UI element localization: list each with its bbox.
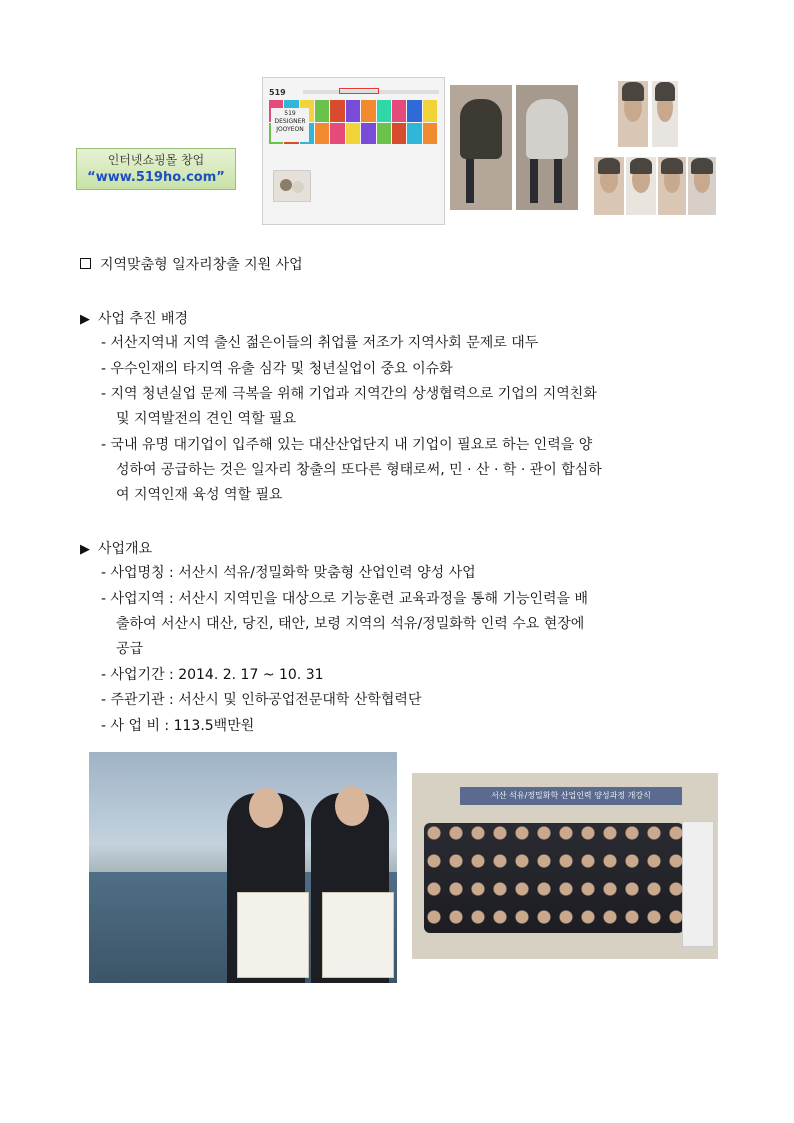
background-item-cont: 및 지역발전의 견인 역할 필요: [116, 411, 297, 427]
air-conditioner: [682, 821, 714, 947]
website-screenshot: [262, 77, 445, 225]
group-photo: [412, 773, 718, 959]
overview-item: - 주관기관 : 서산시 및 인하공업전문대학 산학협력단: [101, 692, 422, 708]
background-item-cont: 성하여 공급하는 것은 일자리 창출의 또다른 형태로써, 민 · 산 · 학 · 관이 합심하: [116, 462, 602, 478]
model-photo: [658, 157, 686, 215]
triangle-bullet-icon: ▶: [80, 542, 90, 557]
model-photo: [688, 157, 716, 215]
group-people: [424, 823, 684, 933]
shop-badge-title: 인터넷쇼핑몰 창업: [107, 153, 205, 167]
mou-signing-photo: [89, 752, 397, 983]
hat-photo-silver: [516, 85, 578, 210]
background-item: - 서산지역내 지역 출신 젊은이들의 취업률 저조가 지역사회 문제로 대두: [101, 335, 539, 351]
overview-item: - 사업기간 : 2014. 2. 17 ~ 10. 31: [101, 667, 324, 683]
background-item: - 우수인재의 타지역 유출 심각 및 청년실업이 중요 이슈화: [101, 361, 453, 377]
designer-overlay: 519 DESIGNER JOOYEON: [271, 108, 309, 142]
website-logo: 519: [269, 88, 286, 97]
overview-item-cont: 공급: [116, 641, 144, 657]
model-photo: [652, 81, 678, 147]
background-heading: ▶ 사업 추진 배경: [80, 309, 188, 330]
overview-item: - 사업지역 : 서산시 지역민을 대상으로 기능훈련 교육과정을 통해 기능인력을 배: [101, 591, 589, 607]
model-photo: [618, 81, 648, 147]
ceremony-banner: 서산 석유/정밀화학 산업인력 양성과정 개강식: [460, 787, 682, 805]
product-thumbnail: [273, 170, 311, 202]
triangle-bullet-icon: ▶: [80, 312, 90, 327]
background-item: - 지역 청년실업 문제 극복을 위해 기업과 지역간의 상생협력으로 기업의 지역친화: [101, 386, 597, 402]
website-nav: [303, 90, 439, 94]
overview-item: - 사 업 비 : 113.5백만원: [101, 718, 255, 734]
photo-watermark: 미디어투데이: [323, 963, 387, 976]
product-photos: [446, 77, 718, 219]
background-item-cont: 여 지역인재 육성 역할 필요: [116, 487, 283, 503]
section-title: 지역맞춤형 일자리창출 지원 사업: [80, 255, 303, 275]
overview-heading: ▶ 사업개요: [80, 539, 152, 560]
checkbox-icon: [80, 258, 91, 269]
overview-item: - 사업명칭 : 서산시 석유/정밀화학 맞춤형 산업인력 양성 사업: [101, 565, 476, 581]
background-item: - 국내 유명 대기업이 입주해 있는 대산산업단지 내 기업이 필요로 하는 인력을 양: [101, 437, 593, 453]
hat-photo-dark: [450, 85, 512, 210]
shop-badge-url: “www.519ho.com”: [87, 170, 225, 185]
overview-item-cont: 출하여 서산시 대산, 당진, 태안, 보령 지역의 석유/정밀화학 인력 수요 현장에: [116, 616, 585, 632]
model-photo: [594, 157, 624, 215]
shop-badge: [76, 148, 236, 190]
model-photo: [626, 157, 656, 215]
